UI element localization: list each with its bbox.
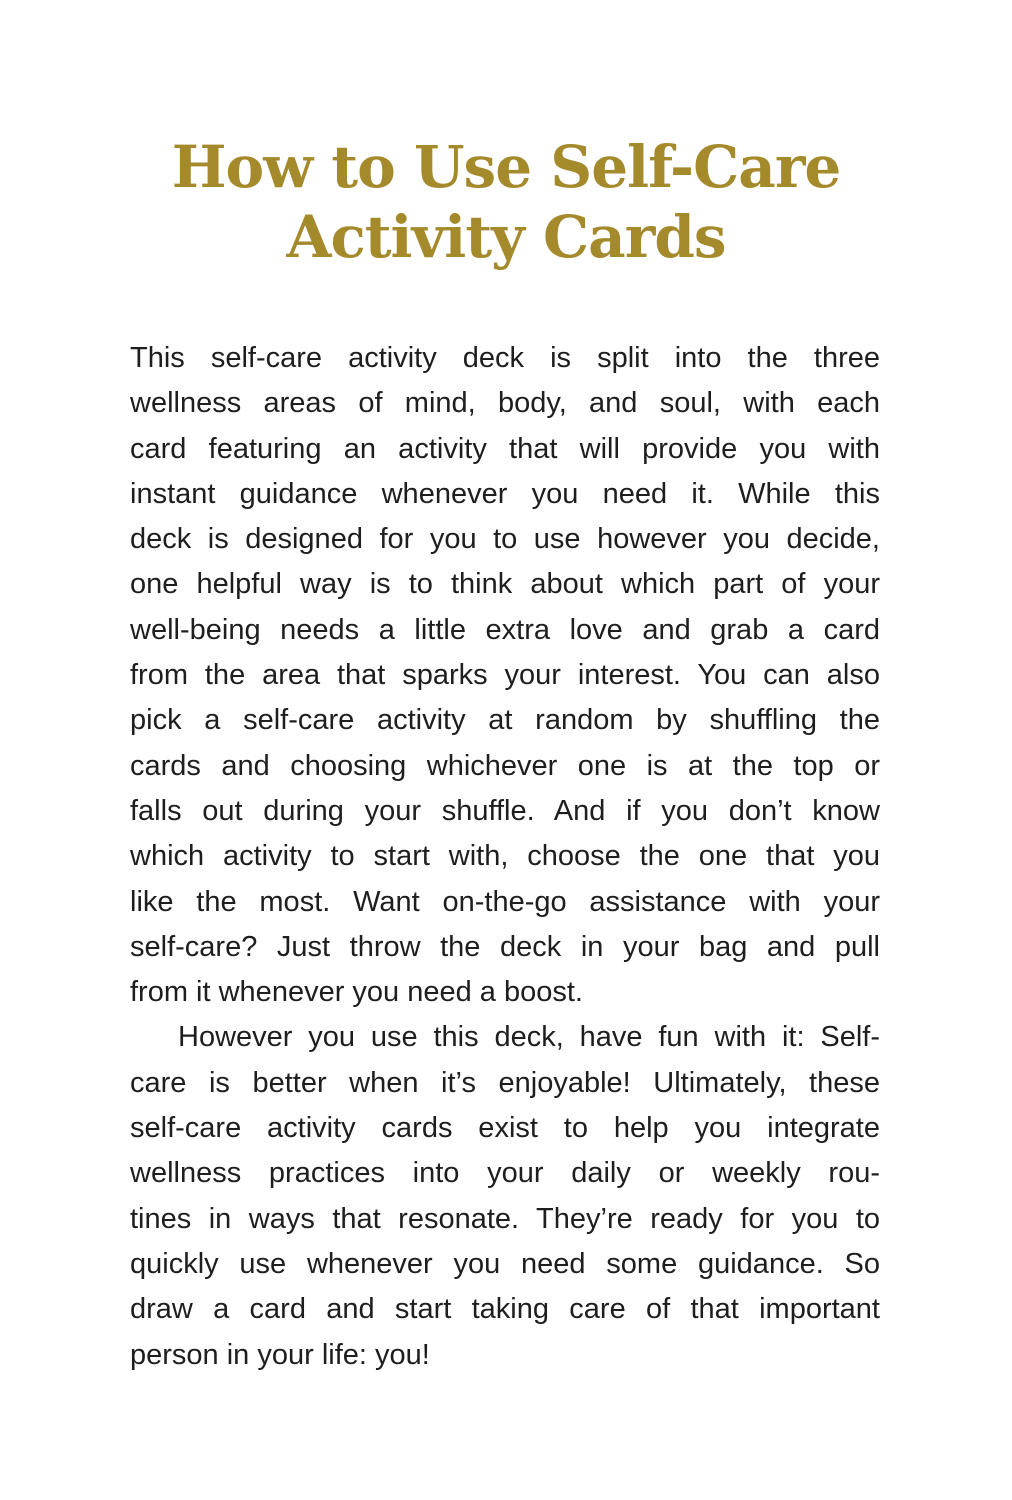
text-line: pick a self-care activity at random by shuffling the (130, 704, 880, 737)
text-line: quickly use whenever you need some guidance. So (130, 1247, 880, 1280)
paragraph-1 (130, 336, 880, 1015)
page-title-line-1: How to Use Self-Care (171, 133, 841, 201)
text-line: self-care? Just throw the deck in your bag and pull (130, 930, 880, 963)
text-line: draw a card and start taking care of that important (130, 1293, 880, 1326)
text-line: well-being needs a little extra love and grab a card (130, 613, 880, 646)
text-line: However you use this deck, have fun with it: Self- (178, 1021, 880, 1054)
body-text (130, 336, 880, 1378)
paragraph-2 (130, 1015, 880, 1377)
text-line: one helpful way is to think about which part of your (130, 568, 880, 601)
text-line: wellness practices into your daily or weekly rou- (130, 1157, 880, 1190)
text-line: falls out during your shuffle. And if you don’t know (130, 794, 880, 827)
text-line: This self-care activity deck is split into the three (130, 342, 880, 374)
text-line: self-care activity cards exist to help you integrate (130, 1112, 880, 1145)
text-line: deck is designed for you to use however you decide, (130, 523, 880, 556)
page-title (60, 132, 952, 272)
text-line: person in your life: you! (130, 1338, 430, 1371)
text-line: from it whenever you need a boost. (130, 976, 583, 1009)
text-line: card featuring an activity that will provide you with (130, 432, 880, 465)
text-line: from the area that sparks your interest. You can also (130, 659, 880, 692)
text-line: like the most. Want on-the-go assistance with your (130, 885, 880, 918)
text-line: wellness areas of mind, body, and soul, with each (130, 387, 880, 420)
text-line: which activity to start with, choose the one that you (130, 840, 880, 873)
text-line: cards and choosing whichever one is at the top or (130, 749, 880, 782)
text-line: tines in ways that resonate. They’re ready for you to (130, 1202, 880, 1235)
text-line: instant guidance whenever you need it. While this (130, 477, 880, 510)
page-title-line-2: Activity Cards (286, 203, 726, 271)
text-line: care is better when it’s enjoyable! Ultimately, these (130, 1066, 880, 1099)
